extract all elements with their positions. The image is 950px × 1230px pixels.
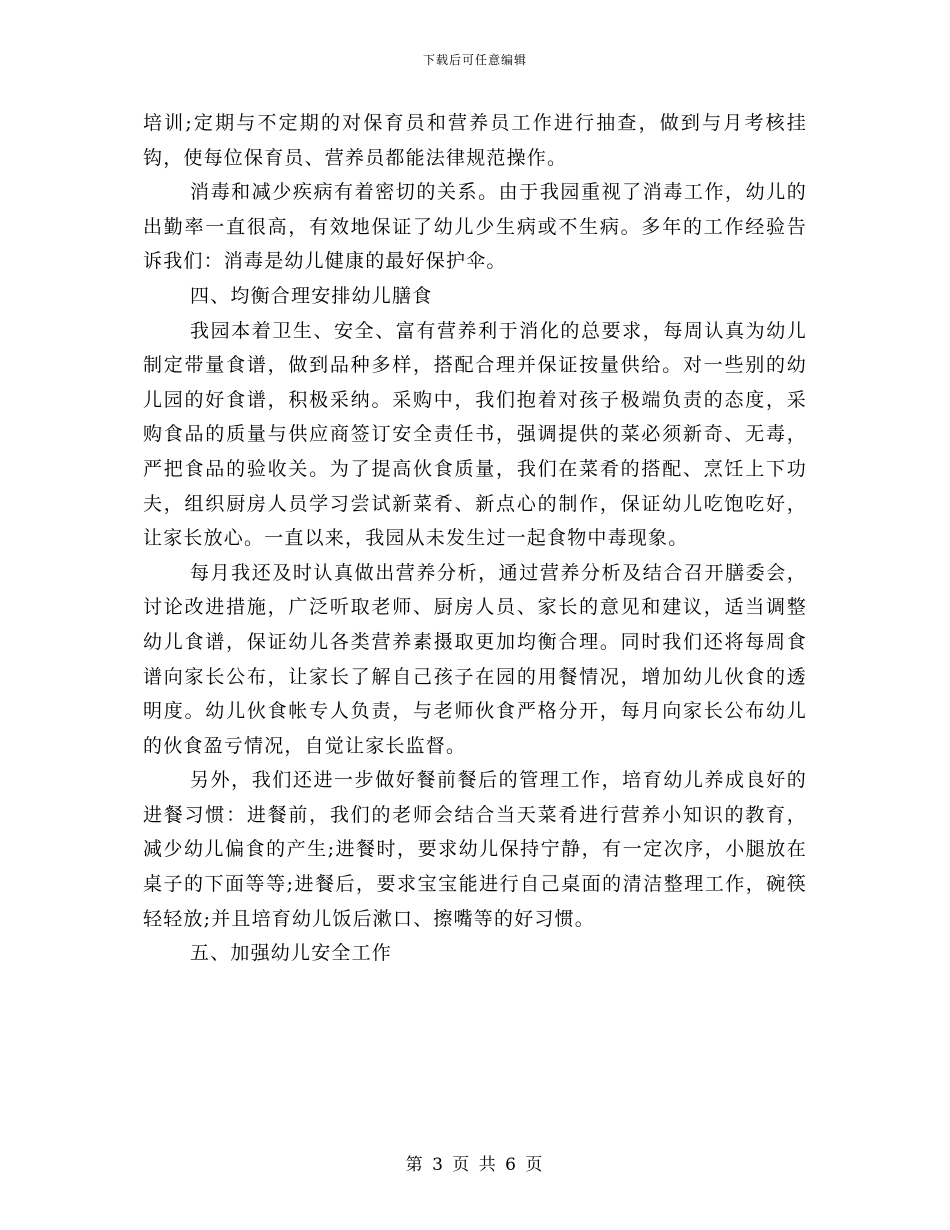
- paragraph-menu-planning: 我园本着卫生、安全、富有营养利于消化的总要求，每周认真为幼儿制定带量食谱，做到品种多样，搭配合理并保证按量供给。对一些别的幼儿园的好食谱，积极采纳。采购中，我们抱着对孩子极端负责的态度，采购食品的质量与供应商签订安全责任书，强调提供的菜必须新奇、无毒，严把食品的验收关。为了提高伙食质量，我们在菜肴的搭配、烹饪上下功夫，组织厨房人员学习尝试新菜肴、新点心的制作，保证幼儿吃饱吃好，让家长放心。一直以来，我园从未发生过一起食物中毒现象。: [143, 319, 807, 550]
- paragraph-meal-habits: 另外，我们还进一步做好餐前餐后的管理工作，培育幼儿养成良好的进餐习惯：进餐前，我们的老师会结合当天菜肴进行营养小知识的教育，减少幼儿偏食的产生;进餐时，要求幼儿保持宁静，有一定次序，小腿放在桌子的下面等等;进餐后，要求宝宝能进行自己桌面的清洁整理工作，碗筷轻轻放;并且培育幼儿饭后漱口、擦嘴等的好习惯。: [143, 769, 807, 930]
- paragraph-nutrition-analysis: 每月我还及时认真做出营养分析，通过营养分析及结合召开膳委会，讨论改进措施，广泛听取老师、厨房人员、家长的意见和建议，适当调整幼儿食谱，保证幼儿各类营养素摄取更加均衡合理。同时我们还将每周食谱向家长公布，让家长了解自己孩子在园的用餐情况，增加幼儿伙食的透明度。幼儿伙食帐专人负责，与老师伙食严格分开，每月向家长公布幼儿的伙食盈亏情况，自觉让家长监督。: [143, 561, 807, 757]
- page-footer: 第 3 页 共 6 页: [405, 1155, 545, 1175]
- page-header: 下载后可任意编辑: [422, 53, 527, 67]
- paragraph-disinfection: 消毒和减少疾病有着密切的关系。由于我园重视了消毒工作，幼儿的出勤率一直很高，有效地保证了幼儿少生病或不生病。多年的工作经验告诉我们：消毒是幼儿健康的最好保护伞。: [143, 181, 807, 273]
- section-heading-safety: 五、加强幼儿安全工作: [190, 942, 393, 965]
- section-heading-diet: 四、均衡合理安排幼儿膳食: [190, 284, 433, 307]
- document-body: [143, 106, 807, 971]
- paragraph-training: 培训;定期与不定期的对保育员和营养员工作进行抽查，做到与月考核挂钩，使每位保育员、营养员都能法律规范操作。: [143, 112, 807, 169]
